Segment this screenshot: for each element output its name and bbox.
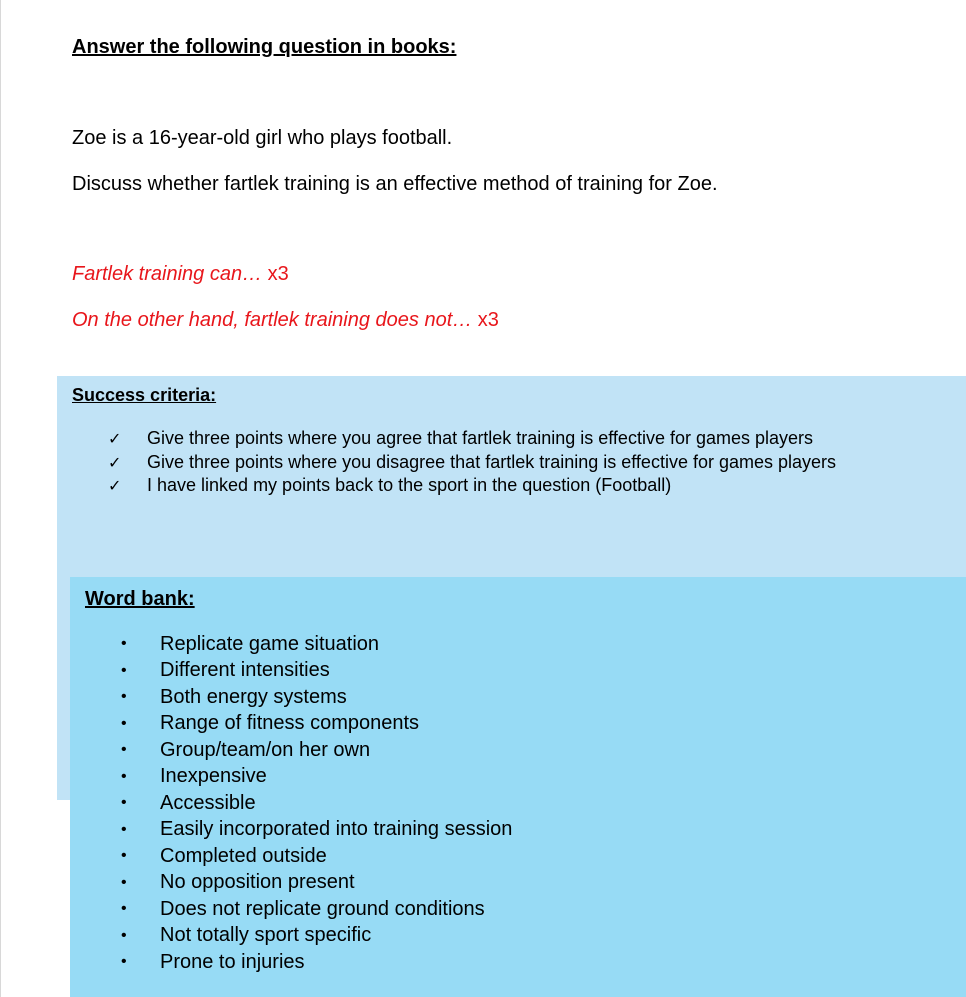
word-bank-item-text: Group/team/on her own	[160, 738, 371, 761]
bullet-icon: •	[121, 635, 127, 653]
word-bank-item-text: Range of fitness components	[160, 712, 420, 735]
word-bank-item	[121, 843, 512, 870]
prompt-agree	[72, 263, 289, 286]
prompt-disagree-stem: On the other hand, fartlek training does not…	[72, 309, 473, 331]
word-bank-item-text: No opposition present	[160, 871, 355, 894]
word-bank-item-text: Not totally sport specific	[160, 924, 372, 947]
word-bank-item-text: Replicate game situation	[160, 632, 380, 655]
word-bank-item	[121, 658, 512, 685]
prompt-disagree	[72, 309, 499, 332]
word-bank-item	[121, 923, 512, 950]
bullet-icon: •	[121, 714, 127, 732]
word-bank-item-text: Prone to injuries	[160, 950, 305, 973]
word-bank-item	[121, 790, 512, 817]
check-icon: ✓	[108, 429, 122, 449]
word-bank-title: Word bank:	[85, 588, 195, 610]
criteria-item	[108, 474, 836, 498]
check-icon: ✓	[108, 452, 122, 472]
prompt-disagree-count: x3	[472, 309, 499, 331]
question-context: Zoe is a 16-year-old girl who plays football.	[72, 127, 453, 149]
bullet-icon: •	[121, 953, 127, 971]
word-bank-item	[121, 896, 512, 923]
word-bank-list	[121, 631, 512, 976]
criteria-item	[108, 451, 836, 475]
word-bank-item	[121, 711, 512, 738]
word-bank-item	[121, 631, 512, 658]
page-heading: Answer the following question in books:	[72, 36, 457, 58]
bullet-icon: •	[121, 847, 127, 865]
word-bank-item	[121, 684, 512, 711]
word-bank-item	[121, 737, 512, 764]
success-criteria-title: Success criteria:	[72, 385, 217, 405]
word-bank-item	[121, 949, 512, 976]
word-bank-item-text: Completed outside	[160, 844, 327, 867]
bullet-icon: •	[121, 741, 127, 759]
criteria-item	[108, 427, 836, 451]
bullet-icon: •	[121, 661, 127, 679]
criteria-item-text: Give three points where you agree that fartlek training is effective for games players	[147, 428, 814, 449]
word-bank-item-text: Easily incorporated into training session	[160, 818, 513, 841]
word-bank-item-text: Inexpensive	[160, 765, 267, 788]
word-bank-item-text: Both energy systems	[160, 685, 347, 708]
bullet-icon: •	[121, 900, 127, 918]
criteria-item-text: Give three points where you disagree that fartlek training is effective for games players	[147, 451, 837, 472]
bullet-icon: •	[121, 926, 127, 944]
word-bank-item	[121, 817, 512, 844]
bullet-icon: •	[121, 873, 127, 891]
check-icon: ✓	[108, 476, 122, 496]
word-bank-item-text: Different intensities	[160, 659, 330, 682]
question-task: Discuss whether fartlek training is an effective method of training for Zoe.	[72, 173, 718, 195]
bullet-icon: •	[121, 820, 127, 838]
bullet-icon: •	[121, 794, 127, 812]
page-edge-rule	[0, 0, 1, 997]
prompt-agree-stem: Fartlek training can…	[72, 263, 263, 285]
word-bank-item-text: Accessible	[160, 791, 256, 814]
success-criteria-list	[108, 427, 836, 498]
bullet-icon: •	[121, 688, 127, 706]
criteria-item-text: I have linked my points back to the sport in the question (Football)	[147, 475, 672, 496]
word-bank-item	[121, 764, 512, 791]
word-bank-item-text: Does not replicate ground conditions	[160, 897, 485, 920]
word-bank-item	[121, 870, 512, 897]
prompt-agree-count: x3	[262, 263, 289, 285]
bullet-icon: •	[121, 767, 127, 785]
